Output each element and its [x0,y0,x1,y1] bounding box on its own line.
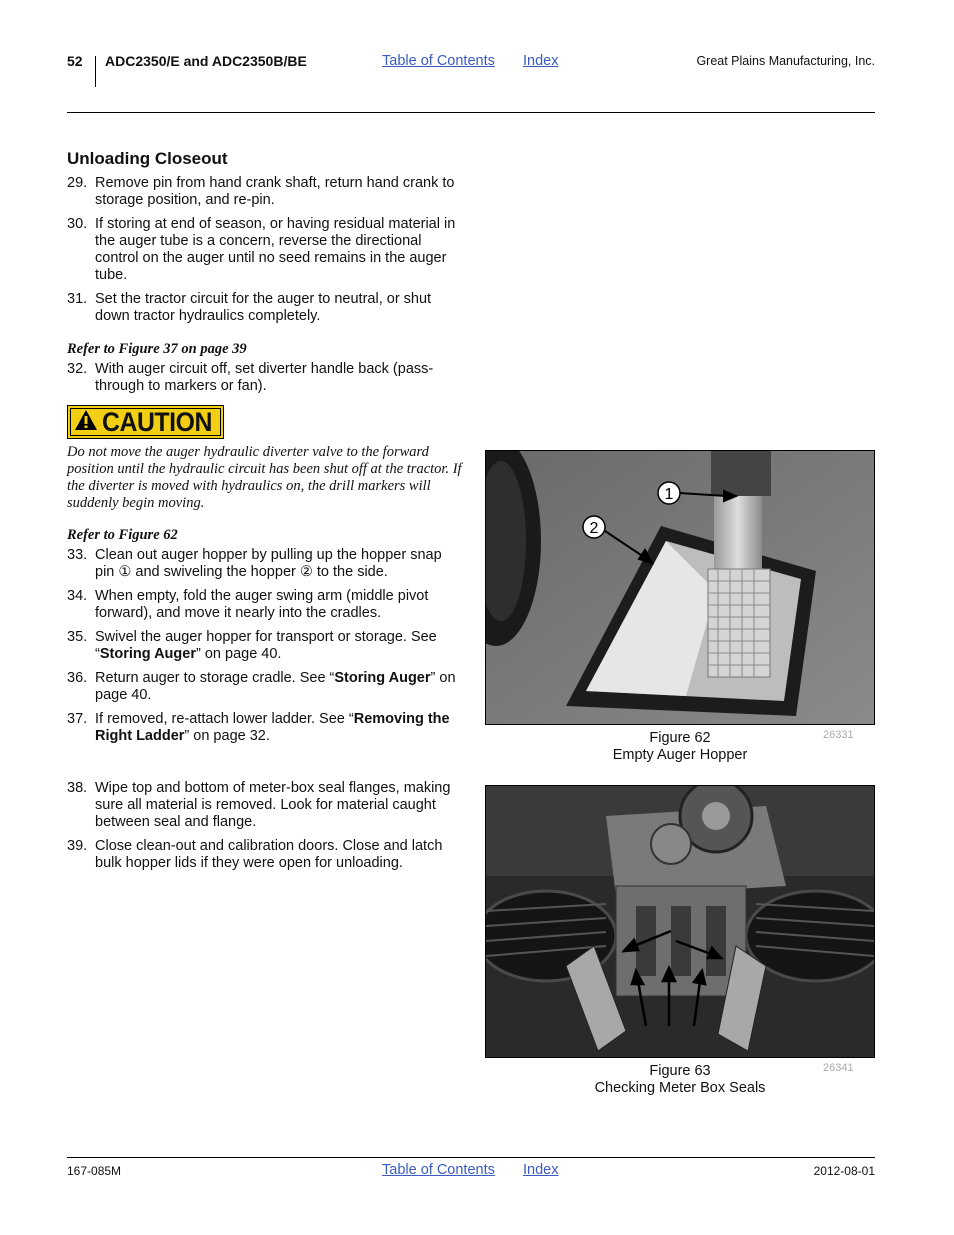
figure-63-photo [485,785,875,1058]
company-name: Great Plains Manufacturing, Inc. [696,54,875,68]
warning-triangle-icon [74,409,98,436]
step-text: With auger circuit off, set diverter handle back (pass-through to markers or fan). [95,361,434,394]
callout-1: 1 [664,486,674,503]
step-text: Close clean-out and calibration doors. Close and latch bulk hopper lids if they were open for unloading. [95,838,443,871]
step-number: 39. [67,838,88,854]
step-text: Clean out auger hopper by pulling up the hopper snap pin ① and swiveling the hopper ② to the side. [95,547,442,580]
step-38 [67,780,462,831]
document-date: 2012-08-01 [813,1164,875,1178]
figure-title: Empty Auger Hopper [612,747,748,763]
figure-number: Figure 62 [649,730,711,746]
step-number: 31. [67,291,88,307]
figure-63-image-id: 26341 [823,1062,854,1074]
steps-block-b [67,341,462,402]
section-title: Unloading Closeout [67,149,228,168]
footer-toc-link[interactable]: Table of Contents [382,1162,495,1178]
steps-block-a [67,175,462,332]
step-number: 35. [67,629,88,645]
steps-block-d [67,780,462,879]
step-text: Remove pin from hand crank shaft, return hand crank to storage position, and re-pin. [95,175,455,208]
page-number: 52 [67,53,83,69]
header-divider [95,56,96,87]
cross-reference: Storing Auger [99,646,196,662]
step-text: If removed, re-attach lower ladder. See “Removing the Right Ladder” on page 32. [95,711,450,744]
step-text: When empty, fold the auger swing arm (middle pivot forward), and move it nearly into the cradles. [95,588,429,621]
step-32 [67,361,462,395]
step-number: 36. [67,670,88,686]
figure-62-image-id: 26331 [823,729,854,741]
header-rule [67,112,875,113]
step-text: Return auger to storage cradle. See “Storing Auger” on page 40. [95,670,456,703]
step-text: Set the tractor circuit for the auger to neutral, or shut down tractor hydraulics completely. [95,291,432,324]
steps-block-c [67,527,462,752]
caution-word: CAUTION [102,406,212,437]
step-number: 30. [67,216,88,232]
figure-reference: Refer to Figure 37 on page 39 [67,341,247,357]
document-number: 167-085M [67,1164,122,1178]
step-33 [67,547,462,581]
step-number: 33. [67,547,88,563]
step-number: 29. [67,175,88,191]
footer-rule [67,1157,875,1158]
step-number: 32. [67,361,88,377]
manual-model-title: ADC2350/E and ADC2350B/BE [105,53,307,69]
figure-reference: Refer to Figure 62 [67,527,178,543]
callout-2-symbol: ② [299,564,313,580]
step-text: Swivel the auger hopper for transport or storage. See “Storing Auger” on page 40. [95,629,437,662]
step-text: If storing at end of season, or having residual material in the auger tube is a concern, reverse the directional control on the auger until no seed remains in the auger tube. [95,216,456,283]
step-39 [67,838,462,872]
step-35 [67,629,462,663]
cross-reference: Storing Auger [334,670,431,686]
step-number: 38. [67,780,88,796]
callout-2: 2 [589,520,599,537]
cross-reference: Removing the Right Ladder [95,711,450,744]
header-index-link[interactable]: Index [523,53,559,69]
figure-62-photo [485,450,875,725]
step-text: Wipe top and bottom of meter-box seal flanges, making sure all material is removed. Look for material caught between seal and flange. [95,780,451,830]
step-30 [67,216,462,284]
step-36 [67,670,462,704]
figure-62-caption [580,730,780,764]
footer-index-link[interactable]: Index [523,1162,559,1178]
step-31 [67,291,462,325]
caution-text: Do not move the auger hydraulic diverter valve to the forward position until the hydraulic circuit has been shut off at the tractor. If the diverter is moved with hydraulics on, the drill markers will suddenly begin moving. [67,444,462,511]
step-number: 34. [67,588,88,604]
step-29 [67,175,462,209]
header-toc-link[interactable]: Table of Contents [382,53,495,69]
caution-label [67,405,224,439]
callout-1-symbol: ① [118,564,132,580]
step-34 [67,588,462,622]
step-37 [67,711,462,745]
step-number: 37. [67,711,88,727]
figure-63-caption [560,1063,800,1097]
figure-title: Checking Meter Box Seals [594,1080,766,1096]
figure-number: Figure 63 [649,1063,711,1079]
